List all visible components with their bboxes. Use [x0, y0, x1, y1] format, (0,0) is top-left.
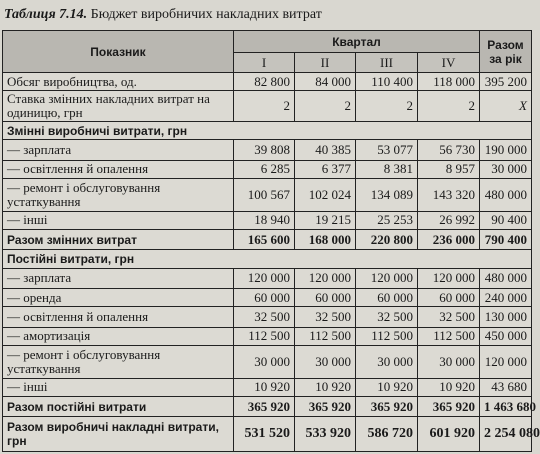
- cell-quarter-4: 56 730: [418, 140, 480, 160]
- cell-quarter-3: 53 077: [356, 140, 418, 160]
- header-indicator: Показник: [3, 31, 234, 73]
- section-label: Змінні виробничі витрати, грн: [3, 121, 532, 139]
- row-label: Разом постійні витрати: [3, 396, 234, 416]
- cell-quarter-3: 365 920: [356, 396, 418, 416]
- cell-year-total: 90 400: [480, 211, 532, 229]
- cell-year-total: 120 000: [480, 345, 532, 378]
- cell-quarter-1: 39 808: [234, 140, 295, 160]
- cell-quarter-1: 120 000: [234, 268, 295, 288]
- cell-quarter-1: 10 920: [234, 378, 295, 396]
- cell-year-total: X: [480, 91, 532, 122]
- header-quarter-2: II: [295, 53, 356, 73]
- row-label: — ремонт і обслуговування устаткування: [3, 178, 234, 211]
- row-label: — зарплата: [3, 268, 234, 288]
- table-row: [3, 288, 532, 306]
- table-row: [3, 178, 532, 211]
- cell-quarter-1: 6 285: [234, 160, 295, 178]
- row-label: Разом змінних витрат: [3, 229, 234, 249]
- table-row: [3, 307, 532, 327]
- cell-quarter-4: 601 920: [418, 417, 480, 452]
- total-row: [3, 417, 532, 452]
- cell-quarter-1: 60 000: [234, 288, 295, 306]
- cell-year-total: 130 000: [480, 307, 532, 327]
- cell-quarter-2: 168 000: [295, 229, 356, 249]
- cell-quarter-1: 531 520: [234, 417, 295, 452]
- header-quarter: Квартал: [234, 31, 480, 53]
- cell-year-total: 450 000: [480, 327, 532, 345]
- row-label: Обсяг виробництва, од.: [3, 73, 234, 91]
- cell-quarter-4: 10 920: [418, 378, 480, 396]
- cell-quarter-2: 10 920: [295, 378, 356, 396]
- table-body: [3, 73, 540, 452]
- table-row: [3, 268, 532, 288]
- cell-quarter-3: 8 381: [356, 160, 418, 178]
- row-label: — інші: [3, 378, 234, 396]
- table-row: [3, 91, 532, 122]
- table-row: [3, 327, 532, 345]
- cell-quarter-2: 32 500: [295, 307, 356, 327]
- row-label: — амортизація: [3, 327, 234, 345]
- table-row: [3, 211, 532, 229]
- cell-year-total: 190 000: [480, 140, 532, 160]
- cell-quarter-2: 533 920: [295, 417, 356, 452]
- cell-quarter-4: 112 500: [418, 327, 480, 345]
- cell-quarter-4: 32 500: [418, 307, 480, 327]
- budget-table: [2, 30, 540, 452]
- cell-quarter-2: 112 500: [295, 327, 356, 345]
- cell-quarter-3: 32 500: [356, 307, 418, 327]
- cell-quarter-3: 220 800: [356, 229, 418, 249]
- row-label: — оренда: [3, 288, 234, 306]
- cell-year-total: 480 000: [480, 178, 532, 211]
- cell-quarter-2: 19 215: [295, 211, 356, 229]
- cell-quarter-4: 236 000: [418, 229, 480, 249]
- header-quarter-3: III: [356, 53, 418, 73]
- cell-quarter-2: 2: [295, 91, 356, 122]
- cell-quarter-4: 120 000: [418, 268, 480, 288]
- cell-quarter-1: 365 920: [234, 396, 295, 416]
- cell-year-total: 30 000: [480, 160, 532, 178]
- table-title: Бюджет виробничих накладних витрат: [90, 7, 322, 22]
- cell-quarter-3: 110 400: [356, 73, 418, 91]
- cell-quarter-3: 60 000: [356, 288, 418, 306]
- cell-quarter-3: 120 000: [356, 268, 418, 288]
- cell-quarter-2: 60 000: [295, 288, 356, 306]
- cell-year-total: 43 680: [480, 378, 532, 396]
- header-total: Разом за рік: [480, 31, 532, 73]
- cell-quarter-2: 365 920: [295, 396, 356, 416]
- cell-quarter-3: 2: [356, 91, 418, 122]
- cell-quarter-1: 112 500: [234, 327, 295, 345]
- table-row: [3, 345, 532, 378]
- table-row: [3, 140, 532, 160]
- section-row: [3, 121, 532, 139]
- table-number: Таблиця 7.14.: [4, 7, 88, 22]
- table-row: [3, 160, 532, 178]
- cell-quarter-4: 8 957: [418, 160, 480, 178]
- cell-quarter-1: 165 600: [234, 229, 295, 249]
- cell-quarter-2: 40 385: [295, 140, 356, 160]
- cell-quarter-4: 30 000: [418, 345, 480, 378]
- cell-quarter-1: 2: [234, 91, 295, 122]
- cell-year-total: 395 200: [480, 73, 532, 91]
- cell-quarter-4: 365 920: [418, 396, 480, 416]
- row-label: Ставка змінних накладних витрат на одиницю, грн: [3, 91, 234, 122]
- cell-quarter-4: 60 000: [418, 288, 480, 306]
- cell-quarter-4: 26 992: [418, 211, 480, 229]
- row-label: — освітлення й опалення: [3, 160, 234, 178]
- row-label: Разом виробничі накладні витрати, грн: [3, 417, 234, 452]
- row-label: — інші: [3, 211, 234, 229]
- cell-quarter-3: 25 253: [356, 211, 418, 229]
- cell-quarter-2: 120 000: [295, 268, 356, 288]
- cell-year-total: 790 400: [480, 229, 532, 249]
- row-label: — зарплата: [3, 140, 234, 160]
- cell-quarter-3: 10 920: [356, 378, 418, 396]
- cell-quarter-1: 30 000: [234, 345, 295, 378]
- header-quarter-4: IV: [418, 53, 480, 73]
- cell-quarter-2: 102 024: [295, 178, 356, 211]
- cell-year-total: 2 254 080: [480, 417, 532, 452]
- cell-quarter-3: 112 500: [356, 327, 418, 345]
- header-quarter-1: I: [234, 53, 295, 73]
- cell-quarter-2: 30 000: [295, 345, 356, 378]
- cell-quarter-3: 586 720: [356, 417, 418, 452]
- table-row: [3, 73, 532, 91]
- cell-quarter-2: 6 377: [295, 160, 356, 178]
- cell-quarter-4: 143 320: [418, 178, 480, 211]
- cell-quarter-1: 100 567: [234, 178, 295, 211]
- cell-quarter-4: 118 000: [418, 73, 480, 91]
- cell-quarter-2: 84 000: [295, 73, 356, 91]
- cell-year-total: 480 000: [480, 268, 532, 288]
- cell-quarter-1: 18 940: [234, 211, 295, 229]
- section-row: [3, 250, 532, 268]
- cell-year-total: 240 000: [480, 288, 532, 306]
- cell-year-total: 1 463 680: [480, 396, 532, 416]
- cell-quarter-1: 82 800: [234, 73, 295, 91]
- table-row: [3, 378, 532, 396]
- total-row: [3, 396, 532, 416]
- cell-quarter-3: 30 000: [356, 345, 418, 378]
- table-caption: [4, 3, 529, 27]
- row-label: — ремонт і обслуговування устаткування: [3, 345, 234, 378]
- row-label: — освітлення й опалення: [3, 307, 234, 327]
- section-label: Постійні витрати, грн: [3, 250, 532, 268]
- total-row: [3, 229, 532, 249]
- cell-quarter-1: 32 500: [234, 307, 295, 327]
- cell-quarter-4: 2: [418, 91, 480, 122]
- cell-quarter-3: 134 089: [356, 178, 418, 211]
